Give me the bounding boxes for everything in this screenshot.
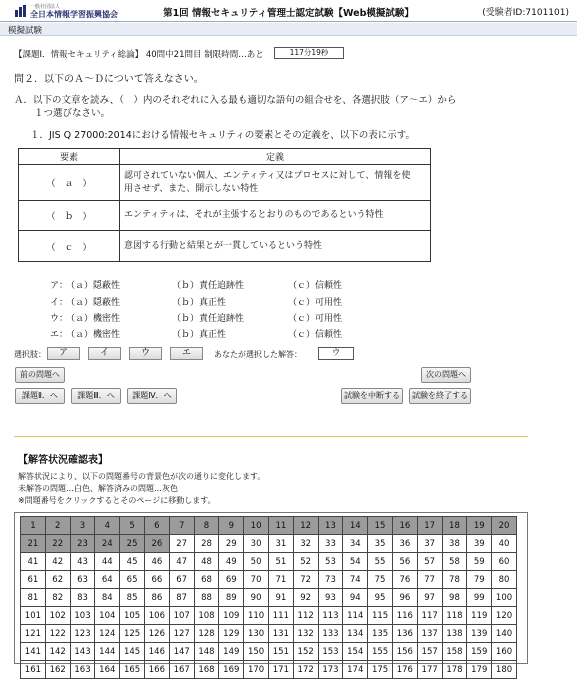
question-number-cell[interactable]: 101 [21,607,46,625]
value-line: 認可されていない個人、エンティティ又はプロセスに対して、情報を使 [124,170,411,181]
question-number-cell[interactable]: 176 [392,661,417,679]
option-b: （ｂ）真正性 [172,330,227,340]
task3-button[interactable]: 課題Ⅲ．へ [71,388,121,404]
question-number-cell[interactable]: 120 [492,607,517,625]
question-number-cell[interactable]: 8 [194,517,219,535]
question-number-cell[interactable]: 83 [70,589,95,607]
question-number-cell[interactable]: 109 [219,607,244,625]
question-number-cell[interactable]: 87 [169,589,194,607]
question-number-cell[interactable]: 58 [442,553,467,571]
option-a: （ａ）隠蔽性 [66,281,121,291]
question-number-cell[interactable]: 111 [268,607,293,625]
question-number-cell[interactable]: 11 [268,517,293,535]
question-number-cell[interactable]: 98 [442,589,467,607]
question-number-cell[interactable]: 2 [45,517,70,535]
question-number-cell[interactable]: 121 [21,625,46,643]
question-number-cell[interactable]: 123 [70,625,95,643]
question-number-cell[interactable]: 32 [293,535,318,553]
question-number-cell[interactable]: 21 [21,535,46,553]
question-number-cell[interactable]: 49 [219,553,244,571]
option-b: （ｂ）責任追跡性 [172,314,245,324]
table-row [19,201,431,231]
option-label: エ： [50,330,69,340]
question-number-cell[interactable]: 180 [492,661,517,679]
question-number-cell[interactable]: 50 [244,553,269,571]
choice-label: 選択肢： [14,350,46,359]
question-number-cell[interactable]: 167 [169,661,194,679]
question-number-cell[interactable]: 127 [169,625,194,643]
value-line: 用させず、また、開示しない特性 [124,183,259,194]
grid-row [21,517,517,535]
question-number-cell[interactable]: 65 [120,571,145,589]
app-header [0,0,577,22]
question-number-cell[interactable]: 152 [293,643,318,661]
status-note-2: 未解答の問題…白色、解答済みの問題…灰色 [18,484,178,493]
question-number-cell[interactable]: 46 [144,553,169,571]
question-number-cell[interactable]: 171 [268,661,293,679]
question-number-cell[interactable]: 34 [343,535,368,553]
timer: 117分19秒 [274,47,344,59]
question-number-cell[interactable]: 177 [417,661,442,679]
table-header-row [19,149,431,165]
question-number-cell[interactable]: 38 [442,535,467,553]
question-number-cell[interactable]: 26 [144,535,169,553]
question-number-cell[interactable]: 27 [169,535,194,553]
question-number-cell[interactable]: 40 [492,535,517,553]
question-number-cell[interactable]: 95 [368,589,393,607]
table-row [19,165,431,201]
topic-line: 【課題Ⅰ．情報セキュリティ総論】 40問中21問目 制限時間…あと [14,50,264,60]
question-number-cell[interactable]: 156 [392,643,417,661]
choice-button-e[interactable]: エ [170,347,203,360]
question-number-cell[interactable]: 117 [417,607,442,625]
status-note-3: ※問題番号をクリックするとそのページに移動します。 [18,496,216,505]
question-number-cell[interactable]: 130 [244,625,269,643]
question-number-cell[interactable]: 14 [343,517,368,535]
table-cell-value: 意図する行動と結果とが一貫しているという特性 [120,231,431,262]
question-number-cell[interactable]: 102 [45,607,70,625]
question-number-cell[interactable]: 52 [293,553,318,571]
option-a: （ａ）機密性 [66,330,121,340]
question-number-cell[interactable]: 51 [268,553,293,571]
question-number-cell[interactable]: 75 [368,571,393,589]
question-number-cell[interactable]: 24 [95,535,120,553]
question-number-cell[interactable]: 174 [343,661,368,679]
question-number-cell[interactable]: 17 [417,517,442,535]
question-number-cell[interactable]: 43 [70,553,95,571]
question-number-cell[interactable]: 115 [368,607,393,625]
question-number-cell[interactable]: 85 [120,589,145,607]
question-number-cell[interactable]: 125 [120,625,145,643]
question-number-cell[interactable]: 42 [45,553,70,571]
option-label: ウ： [50,314,69,324]
question-number-cell[interactable]: 136 [392,625,417,643]
question-number-cell[interactable]: 132 [293,625,318,643]
table-row [19,231,431,262]
grid-row [21,607,517,625]
question-number-cell[interactable]: 105 [120,607,145,625]
question-heading: 問２．以下のＡ～Ｄについて答えなさい。 [14,74,204,85]
choice-button-a[interactable]: ア [47,347,80,360]
question-number-cell[interactable]: 134 [343,625,368,643]
question-number-cell[interactable]: 77 [417,571,442,589]
task4-button[interactable]: 課題Ⅳ．へ [127,388,177,404]
status-note-1: 解答状況により、以下の問題番号の背景色が次の通りに変化します。 [18,472,266,481]
grid-row [21,535,517,553]
question-number-cell[interactable]: 173 [318,661,343,679]
logo-name: 全日本情報学習振興協会 [30,10,118,19]
question-number-cell[interactable]: 131 [268,625,293,643]
question-number-cell[interactable]: 144 [95,643,120,661]
question-number-cell[interactable]: 149 [219,643,244,661]
question-number-cell[interactable]: 94 [343,589,368,607]
question-number-cell[interactable]: 138 [442,625,467,643]
question-number-cell[interactable]: 110 [244,607,269,625]
table-cell-value: エンティティは、それが主張するとおりのものであるという特性 [120,201,431,231]
question-number-cell[interactable]: 129 [219,625,244,643]
grid-row [21,625,517,643]
question-number-cell[interactable]: 81 [21,589,46,607]
instruction-line-1: Ａ．以下の文章を読み、（ ）内のそれぞれに入る最も適切な語句の組合せを、各選択肢（ア～エ）から [14,95,457,106]
sub-question: １．JIS Q 27000:2014における情報セキュリティの要素とその定義を、以下の表に示す。 [30,130,416,141]
question-number-cell[interactable]: 126 [144,625,169,643]
question-number-cell[interactable]: 78 [442,571,467,589]
question-number-cell[interactable]: 178 [442,661,467,679]
question-number-cell[interactable]: 116 [392,607,417,625]
question-number-cell[interactable]: 146 [144,643,169,661]
question-number-cell[interactable]: 30 [244,535,269,553]
question-number-cell[interactable]: 3 [70,517,95,535]
question-number-cell[interactable]: 91 [268,589,293,607]
question-number-cell[interactable]: 6 [144,517,169,535]
table-cell-key: （ ｃ ） [19,231,120,262]
question-number-cell[interactable]: 62 [45,571,70,589]
question-number-cell[interactable]: 5 [120,517,145,535]
question-number-cell[interactable]: 142 [45,643,70,661]
grid-row [21,589,517,607]
question-number-cell[interactable]: 96 [392,589,417,607]
grid-row [21,571,517,589]
question-number-cell[interactable]: 41 [21,553,46,571]
option-c: （ｃ）可用性 [288,314,343,324]
question-number-cell[interactable]: 22 [45,535,70,553]
question-number-cell[interactable]: 124 [95,625,120,643]
question-number-cell[interactable]: 154 [343,643,368,661]
question-number-cell[interactable]: 93 [318,589,343,607]
question-number-cell[interactable]: 118 [442,607,467,625]
question-number-cell[interactable]: 53 [318,553,343,571]
question-number-cell[interactable]: 141 [21,643,46,661]
question-number-cell[interactable]: 31 [268,535,293,553]
subnav-label: 模擬試験 [8,26,43,36]
question-number-cell[interactable]: 54 [343,553,368,571]
option-a: （ａ）機密性 [66,314,121,324]
question-number-cell[interactable]: 60 [492,553,517,571]
selected-answer-label: あなたが選択した解答： [214,350,302,359]
question-number-cell[interactable]: 148 [194,643,219,661]
question-number-cell[interactable]: 135 [368,625,393,643]
question-number-cell[interactable]: 108 [194,607,219,625]
question-number-cell[interactable]: 139 [467,625,492,643]
question-number-cell[interactable]: 15 [368,517,393,535]
question-number-cell[interactable]: 71 [268,571,293,589]
prev-question-button[interactable]: 前の問題へ [15,367,65,383]
question-number-cell[interactable]: 20 [492,517,517,535]
question-number-cell[interactable]: 140 [492,625,517,643]
question-number-cell[interactable]: 39 [467,535,492,553]
task2-button[interactable]: 課題Ⅱ．へ [15,388,65,404]
table-cell-value [120,165,431,201]
question-number-cell[interactable]: 89 [219,589,244,607]
question-number-cell[interactable]: 68 [194,571,219,589]
question-number-cell[interactable]: 153 [318,643,343,661]
grid-row [21,661,517,679]
question-number-cell[interactable]: 168 [194,661,219,679]
question-number-cell[interactable]: 158 [442,643,467,661]
question-number-cell[interactable]: 12 [293,517,318,535]
question-number-cell[interactable]: 44 [95,553,120,571]
question-number-cell[interactable]: 37 [417,535,442,553]
question-number-cell[interactable]: 25 [120,535,145,553]
logo-caption: 一般社団法人 [30,4,61,10]
question-number-cell[interactable]: 59 [467,553,492,571]
question-number-cell[interactable]: 170 [244,661,269,679]
question-number-cell[interactable]: 61 [21,571,46,589]
page-title: 第1回 情報セキュリティ管理士認定試験【Web模擬試験】 [163,8,414,19]
option-c: （ｃ）信頼性 [288,281,343,291]
grid-row [21,643,517,661]
question-number-cell[interactable]: 7 [169,517,194,535]
question-number-cell[interactable]: 45 [120,553,145,571]
question-number-cell[interactable]: 10 [244,517,269,535]
option-a: （ａ）隠蔽性 [66,298,121,308]
question-number-cell[interactable]: 4 [95,517,120,535]
question-number-cell[interactable]: 133 [318,625,343,643]
status-title: 【解答状況確認表】 [18,455,108,466]
question-number-cell[interactable]: 106 [144,607,169,625]
question-number-cell[interactable]: 97 [417,589,442,607]
question-number-cell[interactable]: 100 [492,589,517,607]
question-number-cell[interactable]: 157 [417,643,442,661]
definition-table [18,148,431,262]
question-number-cell[interactable]: 29 [219,535,244,553]
question-number-cell[interactable]: 86 [144,589,169,607]
question-number-cell[interactable]: 66 [144,571,169,589]
question-number-cell[interactable]: 70 [244,571,269,589]
question-number-cell[interactable]: 56 [392,553,417,571]
question-number-cell[interactable]: 103 [70,607,95,625]
question-number-cell[interactable]: 160 [492,643,517,661]
question-number-cell[interactable]: 163 [70,661,95,679]
table-header: 定義 [120,149,431,165]
option-c: （ｃ）可用性 [288,298,343,308]
table-cell-key: （ ａ ） [19,165,120,201]
table-cell-key: （ ｂ ） [19,201,120,231]
question-number-cell[interactable]: 162 [45,661,70,679]
question-number-cell[interactable]: 147 [169,643,194,661]
option-label: イ： [50,298,69,308]
question-number-cell[interactable]: 80 [492,571,517,589]
question-number-cell[interactable]: 35 [368,535,393,553]
question-number-cell[interactable]: 143 [70,643,95,661]
subnav-bar [0,23,577,36]
question-number-cell[interactable]: 69 [219,571,244,589]
question-number-cell[interactable]: 179 [467,661,492,679]
question-number-cell[interactable]: 1 [21,517,46,535]
question-number-cell[interactable]: 122 [45,625,70,643]
question-number-cell[interactable]: 172 [293,661,318,679]
question-number-cell[interactable]: 128 [194,625,219,643]
examinee-id: (受験者ID:7101101) [482,8,569,18]
table-header: 要素 [19,149,120,165]
question-number-cell[interactable]: 159 [467,643,492,661]
question-number-cell[interactable]: 67 [169,571,194,589]
question-number-cell[interactable]: 63 [70,571,95,589]
question-number-cell[interactable]: 47 [169,553,194,571]
question-number-cell[interactable]: 72 [293,571,318,589]
question-number-cell[interactable]: 13 [318,517,343,535]
question-number-cell[interactable]: 104 [95,607,120,625]
suspend-exam-button[interactable]: 試験を中断する [341,388,403,404]
question-number-cell[interactable]: 82 [45,589,70,607]
next-question-button[interactable]: 次の問題へ [421,367,471,383]
question-number-cell[interactable]: 18 [442,517,467,535]
choice-button-u[interactable]: ウ [129,347,162,360]
question-number-cell[interactable]: 92 [293,589,318,607]
question-number-cell[interactable]: 73 [318,571,343,589]
question-number-cell[interactable]: 155 [368,643,393,661]
question-number-cell[interactable]: 84 [95,589,120,607]
question-number-cell[interactable]: 137 [417,625,442,643]
question-number-cell[interactable]: 165 [120,661,145,679]
question-number-cell[interactable]: 145 [120,643,145,661]
question-number-cell[interactable]: 99 [467,589,492,607]
question-number-cell[interactable]: 113 [318,607,343,625]
question-number-cell[interactable]: 119 [467,607,492,625]
question-number-cell[interactable]: 107 [169,607,194,625]
question-number-cell[interactable]: 79 [467,571,492,589]
question-number-cell[interactable]: 9 [219,517,244,535]
question-number-cell[interactable]: 76 [392,571,417,589]
question-number-cell[interactable]: 28 [194,535,219,553]
question-number-cell[interactable]: 36 [392,535,417,553]
question-number-cell[interactable]: 19 [467,517,492,535]
question-status-grid [20,516,517,679]
option-b: （ｂ）責任追跡性 [172,281,245,291]
choice-button-i[interactable]: イ [88,347,121,360]
question-number-cell[interactable]: 166 [144,661,169,679]
question-number-cell[interactable]: 90 [244,589,269,607]
instruction-line-2: １つ選びなさい。 [34,108,111,119]
question-number-cell[interactable]: 169 [219,661,244,679]
question-number-cell[interactable]: 48 [194,553,219,571]
section-divider [14,436,528,437]
question-number-cell[interactable]: 16 [392,517,417,535]
question-number-cell[interactable]: 88 [194,589,219,607]
question-number-cell[interactable]: 112 [293,607,318,625]
question-number-cell[interactable]: 74 [343,571,368,589]
question-number-cell[interactable]: 55 [368,553,393,571]
question-number-cell[interactable]: 150 [244,643,269,661]
grid-row [21,553,517,571]
finish-exam-button[interactable]: 試験を終了する [409,388,471,404]
question-number-cell[interactable]: 23 [70,535,95,553]
question-number-cell[interactable]: 161 [21,661,46,679]
selected-answer-value: ウ [318,347,354,360]
question-number-cell[interactable]: 33 [318,535,343,553]
question-number-cell[interactable]: 151 [268,643,293,661]
question-number-cell[interactable]: 57 [417,553,442,571]
option-label: ア： [50,281,69,291]
option-c: （ｃ）信頼性 [288,330,343,340]
question-number-cell[interactable]: 64 [95,571,120,589]
question-number-cell[interactable]: 164 [95,661,120,679]
option-b: （ｂ）真正性 [172,298,227,308]
question-number-cell[interactable]: 175 [368,661,393,679]
question-number-cell[interactable]: 114 [343,607,368,625]
